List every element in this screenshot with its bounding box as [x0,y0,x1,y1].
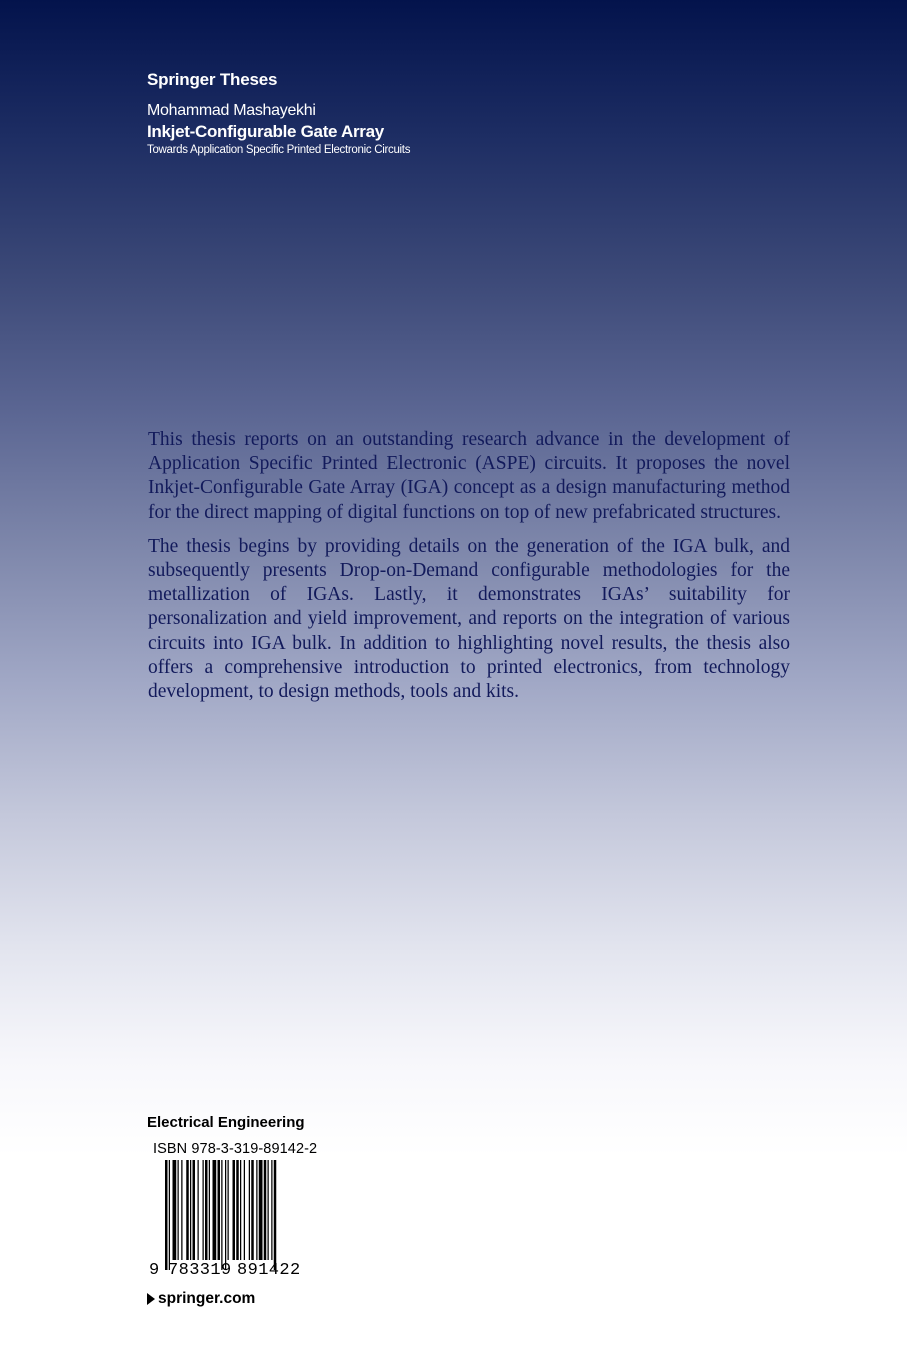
barcode-bar [264,1160,267,1260]
barcode-bar [221,1160,222,1270]
book-subtitle: Towards Application Specific Printed Electronic Circuits [147,144,411,156]
series-name: Springer Theses [147,70,278,89]
barcode-bar [205,1160,208,1260]
barcode-bar [225,1160,226,1270]
barcode-bar [256,1160,257,1260]
description-paragraph: This thesis reports on an outstanding research advance in the development of Application Specific Printed Electronic (ASPE) circuits. It proposes the novel Inkjet-Configurable Gate Array (IGA) concept as a design manufacturing method for the direct mapping of digital functions on top of new prefabricated structures. [148,429,790,523]
barcode-bar [259,1160,263,1260]
barcode-bar [268,1160,269,1260]
barcode-bar [198,1160,199,1260]
barcode-bar [271,1160,272,1260]
barcode-bar [190,1160,191,1260]
isbn-label: ISBN 978-3-319-89142-2 [153,1141,318,1157]
barcode-bar [169,1160,170,1270]
barcode-left-digits: 783319 [168,1261,232,1280]
barcode-right-digits: 891422 [237,1261,301,1280]
barcode-bar [181,1160,182,1260]
barcode-bar [274,1160,277,1270]
barcode-bar [209,1160,210,1260]
barcode-bar [173,1160,177,1260]
book-title: Inkjet-Configurable Gate Array [147,122,384,141]
barcode-bar [244,1160,245,1260]
barcode-bar [193,1160,196,1260]
barcode-bars [147,1160,323,1285]
barcode-bar [251,1160,254,1260]
barcode-bar [236,1160,239,1260]
website-link[interactable] [147,1290,255,1308]
barcode-bar [218,1160,221,1260]
subject-category: Electrical Engineering [147,1114,305,1131]
cover-header [147,70,410,156]
arrow-right-icon [147,1293,155,1305]
barcode [147,1160,323,1285]
barcode-bar [186,1160,189,1260]
barcode-bar [203,1160,204,1260]
barcode-bar [249,1160,250,1260]
barcode-bar [233,1160,236,1260]
description-paragraph: The thesis begins by providing details on the generation of the IGA bulk, and subsequently presents Drop-on-Demand configurable methodologies for the metallization of IGAs. Lastly, it demonstrates IGAs’ suitability for personalization and yield improvement, and reports on the integration of various circuits into IGA bulk. In addition to highlighting novel results, the thesis also offers a comprehensive introduction to printed electronics, from technology development, to design methods, tools and kits. [148,535,790,703]
barcode-bar [165,1160,168,1270]
barcode-bar [228,1160,229,1260]
barcode-bar [178,1160,179,1260]
website-text: springer.com [158,1290,256,1307]
author-name: Mohammad Mashayekhi [147,102,316,119]
barcode-first-digit: 9 [149,1261,160,1280]
barcode-bar [213,1160,217,1260]
book-description [148,428,790,714]
barcode-bar [240,1160,241,1260]
